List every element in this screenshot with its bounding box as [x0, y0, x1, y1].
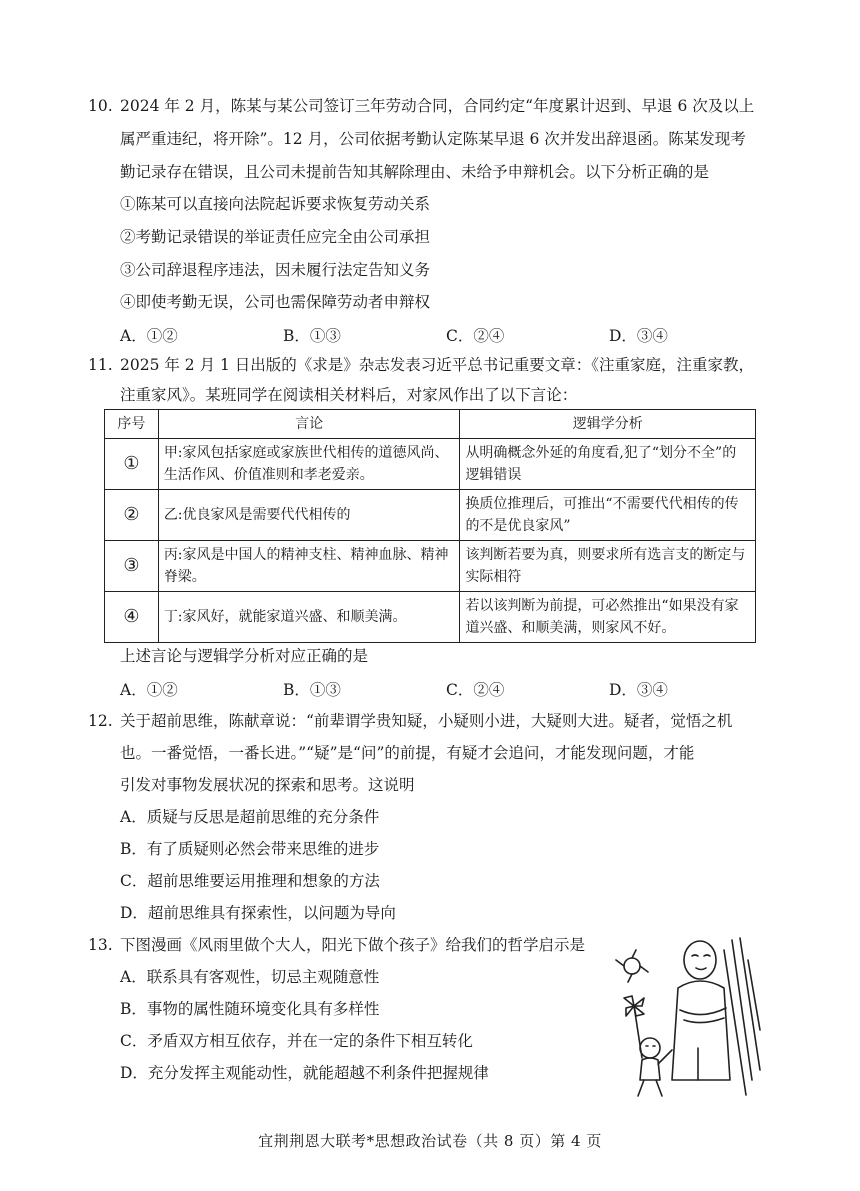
question-text-line: 勤记录存在错误，且公司未提前告知其解除理由、未给予申辩机会。以下分析正确的是 — [120, 163, 710, 181]
question-prompt: 上述言论与逻辑学分析对应正确的是 — [120, 647, 369, 665]
row-index: ③ — [105, 541, 159, 592]
option-row — [120, 324, 780, 346]
option-c[interactable]: C．②④ — [446, 327, 505, 345]
row-index: ④ — [105, 592, 159, 643]
question-number: 10. — [88, 97, 113, 115]
option-row — [120, 678, 780, 700]
choice-d[interactable]: D．充分发挥主观能动性，就能超越不利条件把握规律 — [120, 1064, 489, 1082]
cartoon-illustration — [612, 930, 762, 1100]
row-statement: 丙:家风是中国人的精神支柱、精神血脉、精神脊梁。 — [158, 541, 460, 592]
statement-4: ④即使考勤无误，公司也需保障劳动者申辩权 — [120, 293, 431, 311]
question-text-line: 注重家风》。某班同学在阅读相关材料后，对家风作出了以下言论： — [120, 386, 578, 404]
row-index: ① — [105, 439, 159, 490]
header-statement: 言论 — [158, 410, 460, 439]
header-index: 序号 — [105, 410, 159, 439]
table-header-row — [105, 410, 756, 439]
option-b[interactable]: B．①③ — [283, 681, 341, 699]
option-d[interactable]: D．③④ — [609, 327, 668, 345]
choice-a[interactable]: A．联系具有客观性，切忌主观随意性 — [120, 968, 380, 986]
choice-c[interactable]: C．矛盾双方相互依存，并在一定的条件下相互转化 — [120, 1032, 473, 1050]
option-d[interactable]: D．③④ — [609, 681, 668, 699]
row-analysis: 从明确概念外延的角度看,犯了“划分不全”的逻辑错误 — [460, 439, 756, 490]
table-row — [105, 541, 756, 592]
page-footer: 宜荆荆恩大联考*思想政治试卷（共 8 页）第 4 页 — [258, 1132, 602, 1150]
option-a[interactable]: A．①② — [120, 327, 178, 345]
option-b[interactable]: B．①③ — [283, 327, 341, 345]
choice-b[interactable]: B．事物的属性随环境变化具有多样性 — [120, 1000, 380, 1018]
question-number: 13. — [88, 936, 113, 954]
row-analysis: 若以该判断为前提，可必然推出“如果没有家道兴盛、和顺美满，则家风不好。 — [460, 592, 756, 643]
logic-table — [104, 409, 756, 643]
question-text-line: 2025 年 2 月 1 日出版的《求是》杂志发表习近平总书记重要文章：《注重家庭，注重家教， — [120, 356, 755, 374]
option-a[interactable]: A．①② — [120, 681, 178, 699]
question-number: 11. — [88, 356, 113, 374]
choice-b[interactable]: B．有了质疑则必然会带来思维的进步 — [120, 840, 380, 858]
choice-d[interactable]: D．超前思维具有探索性，以问题为导向 — [120, 904, 396, 922]
choice-c[interactable]: C．超前思维要运用推理和想象的方法 — [120, 872, 380, 890]
question-number: 12. — [88, 712, 113, 730]
row-analysis: 换质位推理后，可推出“不需要代代相传的传的不是优良家风” — [460, 490, 756, 541]
row-analysis: 该判断若要为真，则要求所有选言支的断定与实际相符 — [460, 541, 756, 592]
question-text-line: 属严重违纪，将开除”。12 月，公司依据考勤认定陈某早退 6 次并发出辞退函。陈某发现考 — [120, 130, 746, 148]
question-text-line: 下图漫画《风雨里做个大人，阳光下做个孩子》给我们的哲学启示是 — [120, 936, 586, 954]
question-text-line: 关于超前思维，陈献章说：“前辈谓学贵知疑，小疑则小进，大疑则大进。疑者，觉悟之机 — [120, 712, 733, 730]
question-text-line: 也。一番觉悟，一番长进。”“疑”是“问”的前提，有疑才会追问，才能发现问题，才能 — [120, 744, 695, 762]
statement-2: ②考勤记录错误的举证责任应完全由公司承担 — [120, 228, 431, 246]
table-row — [105, 490, 756, 541]
table-row — [105, 439, 756, 490]
row-statement: 丁:家风好，就能家道兴盛、和顺美满。 — [158, 592, 460, 643]
row-index: ② — [105, 490, 159, 541]
statement-3: ③公司辞退程序违法，因未履行法定告知义务 — [120, 261, 431, 279]
option-c[interactable]: C．②④ — [446, 681, 505, 699]
question-text-line: 引发对事物发展状况的探索和思考。这说明 — [120, 776, 415, 794]
table-row — [105, 592, 756, 643]
choice-a[interactable]: A．质疑与反思是超前思维的充分条件 — [120, 808, 380, 826]
header-analysis: 逻辑学分析 — [460, 410, 756, 439]
statement-1: ①陈某可以直接向法院起诉要求恢复劳动关系 — [120, 195, 431, 213]
question-text-line: 2024 年 2 月，陈某与某公司签订三年劳动合同，合同约定“年度累计迟到、早退 6 次及以上 — [120, 97, 755, 115]
row-statement: 甲:家风包括家庭或家族世代相传的道德风尚、生活作风、价值准则和孝老爱亲。 — [158, 439, 460, 490]
row-statement: 乙:优良家风是需要代代相传的 — [158, 490, 460, 541]
